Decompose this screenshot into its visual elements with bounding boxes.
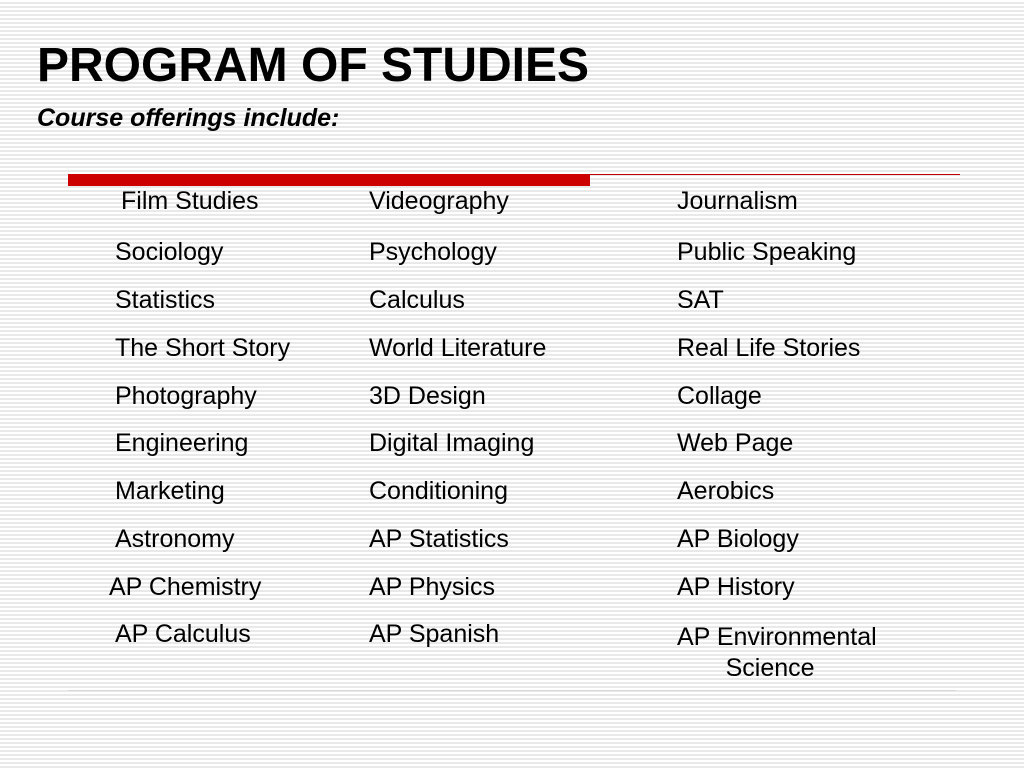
course-item: AP Spanish bbox=[369, 620, 500, 648]
course-item: Marketing bbox=[115, 477, 225, 505]
course-item: Astronomy bbox=[115, 525, 235, 553]
course-item: Sociology bbox=[115, 238, 224, 266]
course-item: Conditioning bbox=[369, 477, 508, 505]
course-item: Digital Imaging bbox=[369, 429, 535, 457]
slide-subtitle: Course offerings include: bbox=[37, 104, 340, 132]
course-item: Journalism bbox=[677, 187, 798, 215]
course-item: Psychology bbox=[369, 238, 497, 266]
course-item: Calculus bbox=[369, 286, 465, 314]
course-item: Collage bbox=[677, 382, 762, 410]
course-item: Real Life Stories bbox=[677, 334, 861, 362]
slide-title: PROGRAM OF STUDIES bbox=[37, 39, 590, 92]
course-item: Photography bbox=[115, 382, 257, 410]
course-item: AP Statistics bbox=[369, 525, 509, 553]
course-item: Web Page bbox=[677, 429, 794, 457]
course-item: Aerobics bbox=[677, 477, 775, 505]
course-item: AP History bbox=[677, 573, 795, 601]
course-item: The Short Story bbox=[115, 334, 291, 362]
course-item: AP Chemistry bbox=[109, 573, 262, 601]
bottom-divider-line bbox=[68, 690, 956, 691]
course-item: Film Studies bbox=[121, 187, 259, 215]
course-item: Public Speaking bbox=[677, 238, 857, 266]
course-item: World Literature bbox=[369, 334, 547, 362]
course-item: AP Biology bbox=[677, 525, 799, 553]
course-item: Videography bbox=[369, 187, 509, 215]
red-accent-bar bbox=[68, 174, 590, 186]
course-item: AP Environmental Science bbox=[677, 623, 877, 682]
course-item: SAT bbox=[677, 286, 724, 314]
course-item: AP Physics bbox=[369, 573, 495, 601]
course-item: 3D Design bbox=[369, 382, 486, 410]
course-item: AP Calculus bbox=[115, 620, 251, 648]
course-item: Statistics bbox=[115, 286, 216, 314]
course-item: Engineering bbox=[115, 429, 249, 457]
